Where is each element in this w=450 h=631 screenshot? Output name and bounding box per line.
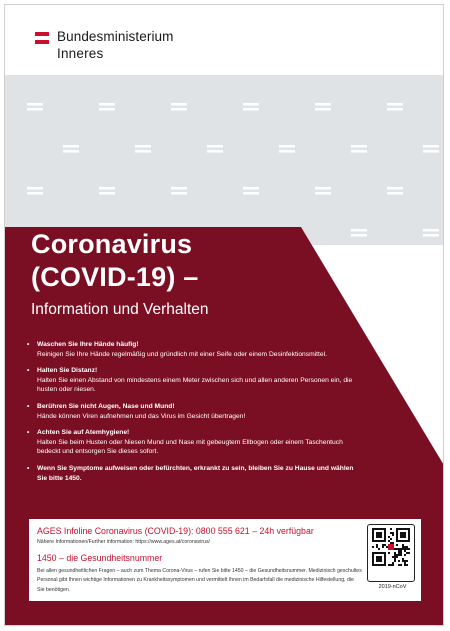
infoline-text: AGES Infoline Coronavirus (COVID-19): 0800 555 621 – 24h verfügbar <box>37 526 314 536</box>
advice-heading: Halten Sie Distanz! <box>37 367 98 375</box>
advice-body: Halten Sie beim Husten oder Niesen Mund und Nase mit gebeugtem Ellbogen oder einem Taschentuch bedeckt und entsorgen Sie dieses sofort. <box>37 438 343 456</box>
advice-heading: Berühren Sie nicht Augen, Nase und Mund! <box>37 402 175 410</box>
title-line-1: Coronavirus <box>31 229 193 259</box>
qr-label: 2019-nCoV <box>378 584 407 590</box>
advice-heading: Waschen Sie Ihre Hände häufig! <box>37 341 139 348</box>
subtitle: Information und Verhalten <box>31 301 209 318</box>
advice-item: • Achten Sie auf Atemhygiene! Halten Sie beim Husten oder Niesen Mund und Nase mit gebeugtem Ellbogen oder einem Taschentuch bedeckt und entsorgen Sie dieses sofort. <box>27 428 357 457</box>
advice-item: • Waschen Sie Ihre Hände häufig! Reinigen Sie Ihre Hände regelmäßig und gründlich mit einer Seife oder einem Desinfektionsmittel. <box>27 340 357 359</box>
qr-code-icon[interactable] <box>367 524 415 590</box>
logo-ministry-department: Inneres <box>57 46 104 61</box>
more-info-link[interactable]: Nähere Informationen/Further information: https://www.ages.at/coronavirus/ <box>37 539 210 545</box>
title-line-2: (COVID-19) – <box>31 262 199 292</box>
health-number-body: Bei allen gesundheitlichen Fragen – auch zum Thema Corona-Virus – rufen Sie bitte 1450 – die Gesundheitsnummer. Medizinisch geschultes Personal gibt Ihnen wichtige Informationen zu Krankheitssymptomen und vermittelt Ihnen im Bedarfsfall die medizinische Hilfestellung, die Sie benötigen. <box>37 568 362 593</box>
advice-list <box>27 340 357 490</box>
advice-item: • Halten Sie Distanz! Halten Sie einen Abstand von mindestens einem Meter zwischen sich und allen anderen Personen ein, die husten oder niesen. <box>27 366 357 395</box>
advice-body: Reinigen Sie Ihre Hände regelmäßig und gründlich mit einer Seife oder einem Desinfektionsmittel. <box>37 350 327 358</box>
logo-ministry-name: Bundesministerium <box>57 29 174 44</box>
advice-body: Hände können Viren aufnehmen und das Virus im Gesicht übertragen! <box>37 412 246 420</box>
advice-heading: Achten Sie auf Atemhygiene! <box>37 429 130 437</box>
advice-item: • Berühren Sie nicht Augen, Nase und Mund! Hände können Viren aufnehmen und das Virus im Gesicht übertragen! <box>27 402 357 421</box>
advice-body: Halten Sie einen Abstand von mindestens einem Meter zwischen sich und allen anderen Personen ein, die husten oder niesen. <box>37 376 353 394</box>
health-number-heading: 1450 – die Gesundheitsnummer <box>37 553 163 563</box>
advice-item: • Wenn Sie Symptome aufweisen oder befürchten, erkrankt zu sein, bleiben Sie zu Hause und wählen Sie bitte 1450. <box>27 464 357 483</box>
info-box <box>29 519 421 601</box>
advice-heading: Wenn Sie Symptome aufweisen oder befürchten, erkrankt zu sein, bleiben Sie zu Hause und wählen Sie bitte 1450. <box>37 464 354 482</box>
poster-page <box>4 4 444 626</box>
